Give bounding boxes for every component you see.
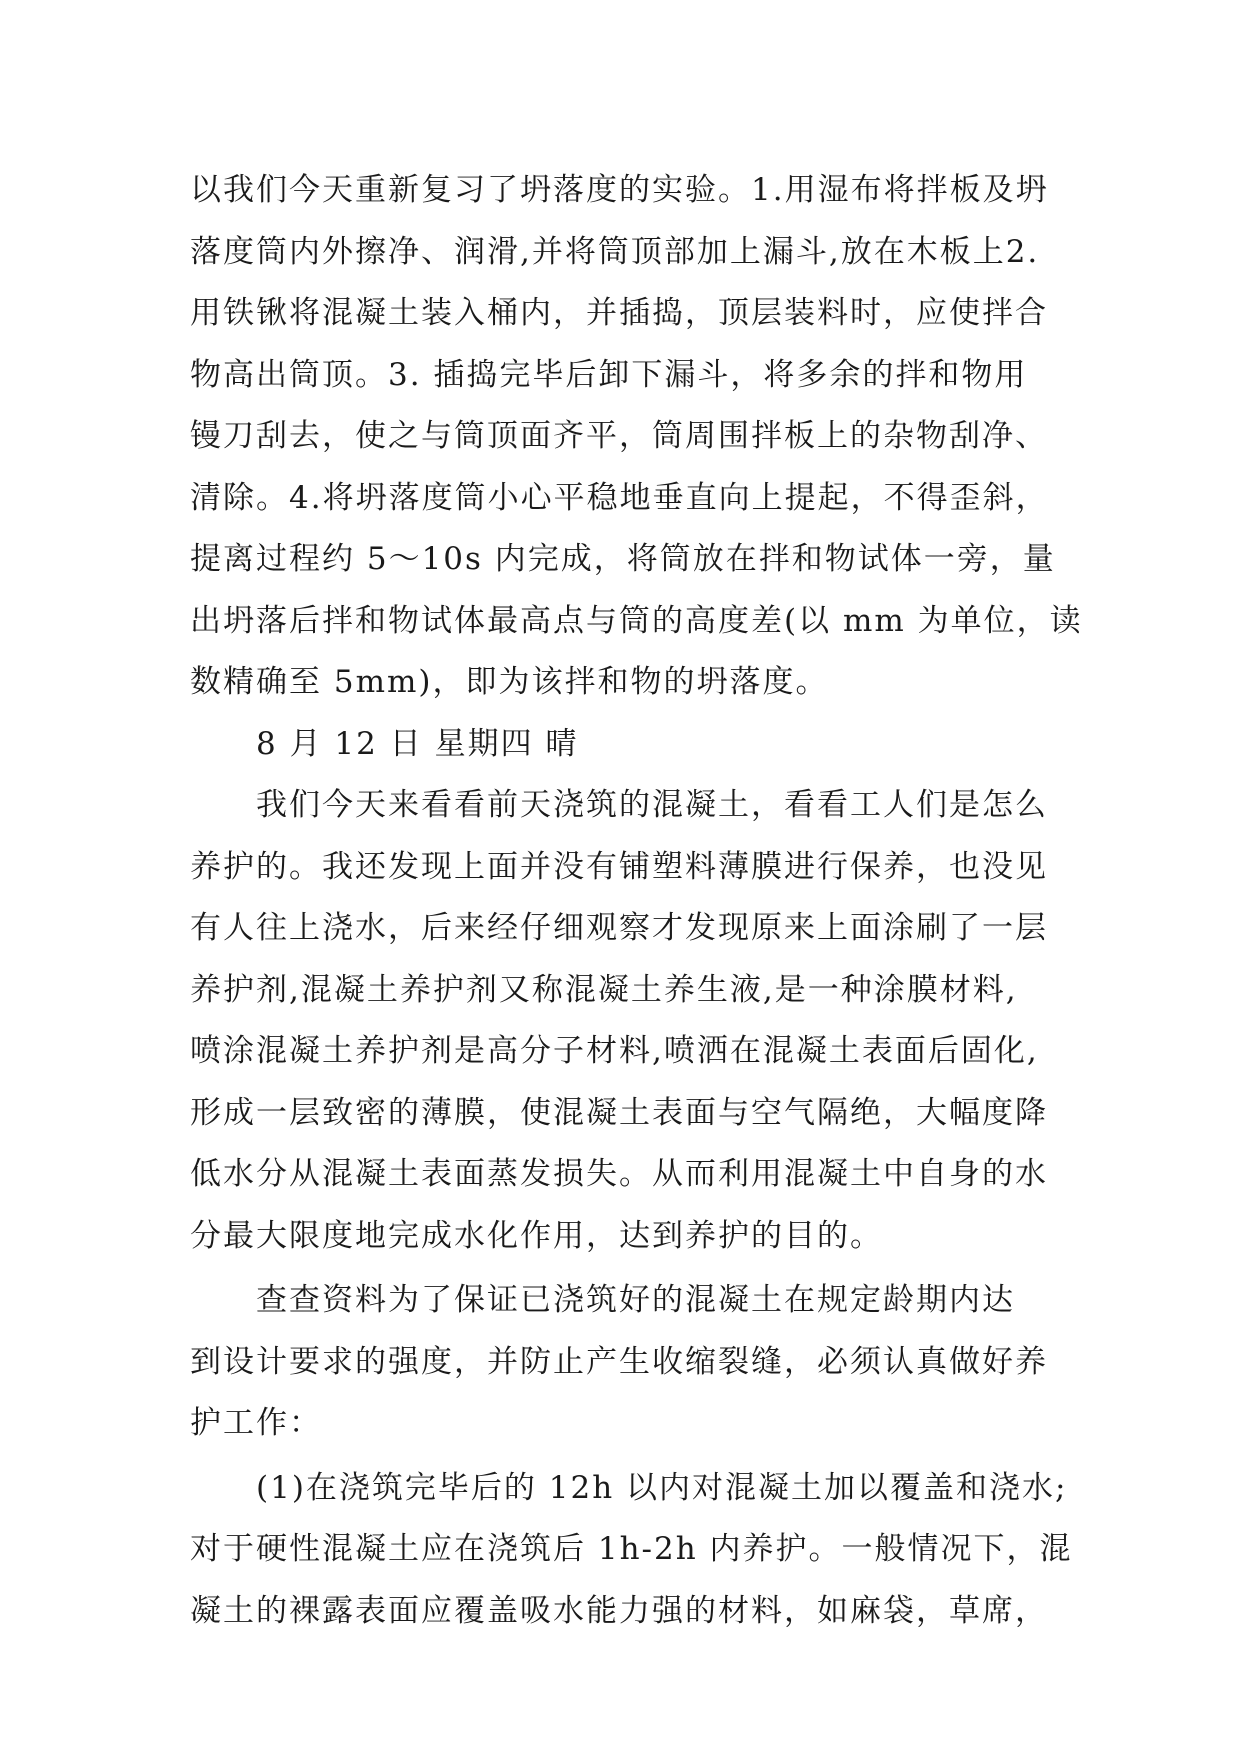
text-line: 形成一层致密的薄膜，使混凝土表面与空气隔绝，大幅度降 (190, 1094, 1048, 1131)
text-line: 以我们今天重新复习了坍落度的实验。1.用湿布将拌板及坍 (190, 172, 1049, 208)
text-line: 凝土的裸露表面应覆盖吸水能力强的材料，如麻袋，草席， (190, 1592, 1048, 1629)
text-line: 养护的。我还发现上面并没有铺塑料薄膜进行保养，也没见 (190, 848, 1048, 885)
text-line: 到设计要求的强度，并防止产生收缩裂缝，必须认真做好养 (190, 1343, 1048, 1380)
text-line: 喷涂混凝土养护剂是高分子材料,喷洒在混凝土表面后固化, (190, 1033, 1039, 1069)
text-line: (1)在浇筑完毕后的 12h 以内对混凝土加以覆盖和浇水; (256, 1469, 1068, 1506)
text-line: 对于硬性混凝土应在浇筑后 1h-2h 内养护。一般情况下，混 (190, 1531, 1073, 1567)
text-line: 出坍落后拌和物试体最高点与筒的高度差(以 mm 为单位，读 (190, 602, 1083, 639)
text-line: 低水分从混凝土表面蒸发损失。从而利用混凝土中自身的水 (190, 1156, 1048, 1192)
text-line: 有人往上浇水，后来经仔细观察才发现原来上面涂刷了一层 (190, 910, 1048, 946)
text-line: 落度筒内外擦净、润滑,并将筒顶部加上漏斗,放在木板上2. (190, 233, 1040, 270)
text-line: 清除。4.将坍落度筒小心平稳地垂直向上提起，不得歪斜， (190, 479, 1049, 516)
text-line: 分最大限度地完成水化作用，达到养护的目的。 (190, 1217, 883, 1254)
text-line: 镘刀刮去，使之与筒顶面齐平，筒周围拌板上的杂物刮净、 (190, 418, 1048, 454)
text-line: 查查资料为了保证已浇筑好的混凝土在规定龄期内达 (256, 1282, 1015, 1318)
document-body (190, 160, 1083, 1642)
text-line: 护工作： (190, 1405, 322, 1441)
text-line: 用铁锹将混凝土装入桶内，并插捣，顶层装料时，应使拌合 (190, 295, 1048, 331)
text-line: 数精确至 5mm)，即为该拌和物的坍落度。 (190, 664, 829, 700)
text-line: 养护剂,混凝土养护剂又称混凝土养生液,是一种涂膜材料, (190, 971, 1018, 1008)
text-line: 我们今天来看看前天浇筑的混凝土，看看工人们是怎么 (256, 787, 1048, 823)
date-heading: 8 月 12 日 星期四 晴 (256, 725, 579, 762)
text-line: 提离过程约 5～10s 内完成，将筒放在拌和物试体一旁，量 (190, 541, 1056, 577)
text-line: 物高出筒顶。3. 插捣完毕后卸下漏斗，将多余的拌和物用 (190, 356, 1028, 393)
